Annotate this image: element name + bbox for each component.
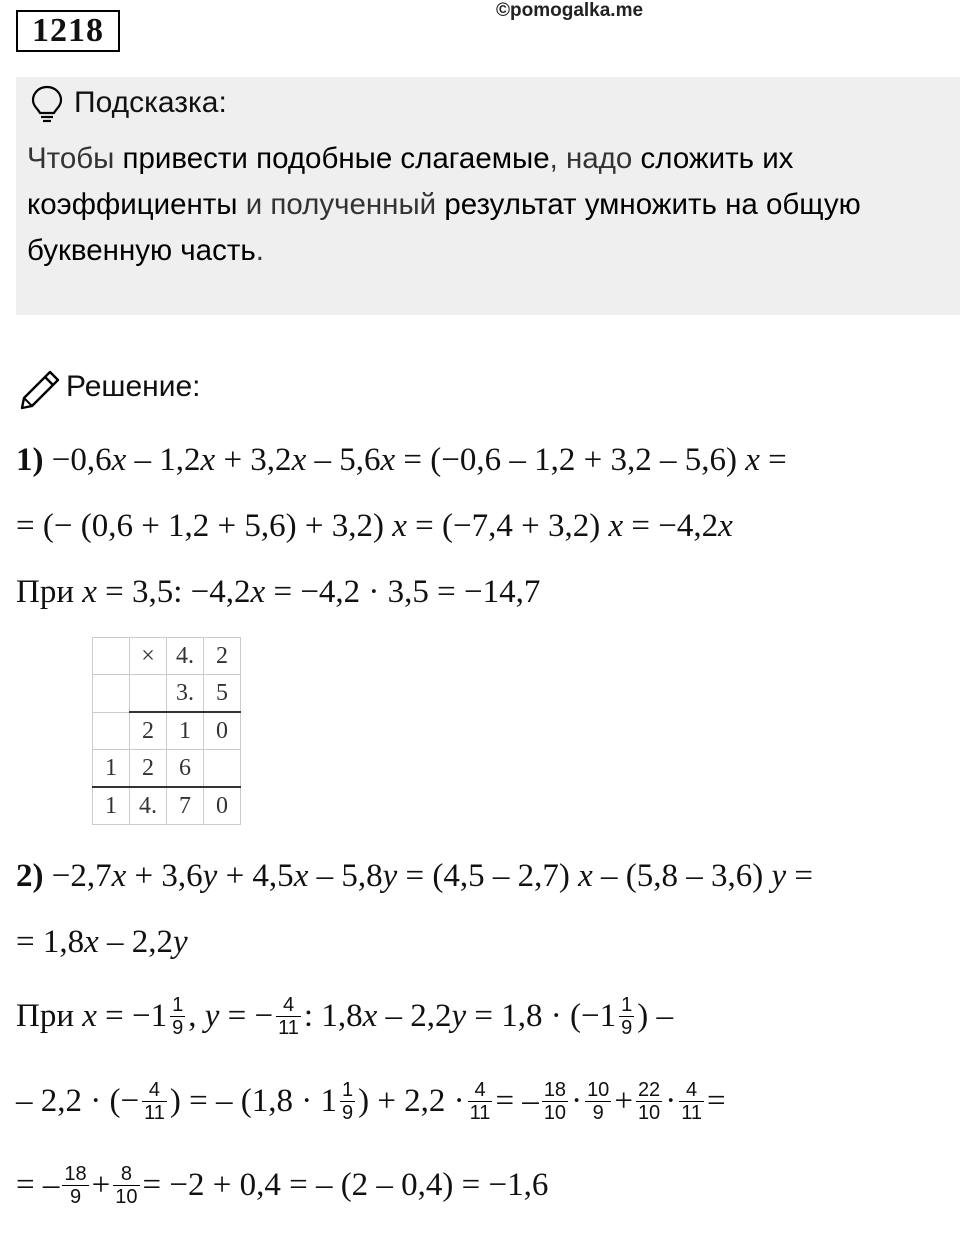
p2-line-2: = 1,8x – 2,2y <box>16 924 188 960</box>
p1-line-1: 1) −0,6x – 1,2x + 3,2x – 5,6x = (−0,6 – 1,2 + 3,2 – 5,6) x = <box>16 442 787 478</box>
p2-line-5: = – $\frac{18}{9}$ + $\frac{8}{10}$ = −2 + 0,4 = – (2 – 0,4) = −1,6 <box>16 1163 549 1208</box>
watermark: ©pomogalka.me <box>496 0 644 21</box>
p2-line-1: 2) −2,7x + 3,6y + 4,5x – 5,8y = (4,5 – 2,7) x – (5,8 – 3,6) y = <box>16 858 814 894</box>
p1-line-3: При x = 3,5: −4,2x = −4,2 · 3,5 = −14,7 <box>16 574 541 610</box>
lightbulb-icon <box>28 84 66 124</box>
solution-title: Решение: <box>66 370 201 403</box>
multiplication-grid: × 4. 2 3. 5 2 1 0 1 2 6 1 4. 7 0 <box>92 637 241 825</box>
p2-line-3: При x = −1 $\frac{1}{9}$ , y = − $\frac{4}{11}$ : 1,8x – 2,2y = 1,8 · (−1 $\frac{1}{9}$ ) – <box>16 994 673 1039</box>
pencil-icon <box>18 368 62 412</box>
p2-line-4: – 2,2 · (− $\frac{4}{11}$ ) = – (1,8 · 1 $\frac{1}{9}$ ) + 2,2 · $\frac{4}{11}$ = – $\frac{18}{10}$ · $\frac{10}{9}$ + $\frac{22}{10}$ · $\frac{4}{11}$ = <box>16 1079 726 1124</box>
hint-text: Чтобы привести подобные слагаемые, надо сложить их коэффициенты и полученный результат умножить на общую буквенную часть. <box>27 142 861 267</box>
hint-title: Подсказка: <box>74 86 227 119</box>
exercise-number: 1218 <box>16 10 120 52</box>
p1-line-2: = (− (0,6 + 1,2 + 5,6) + 3,2) x = (−7,4 + 3,2) x = −4,2x <box>16 508 733 544</box>
